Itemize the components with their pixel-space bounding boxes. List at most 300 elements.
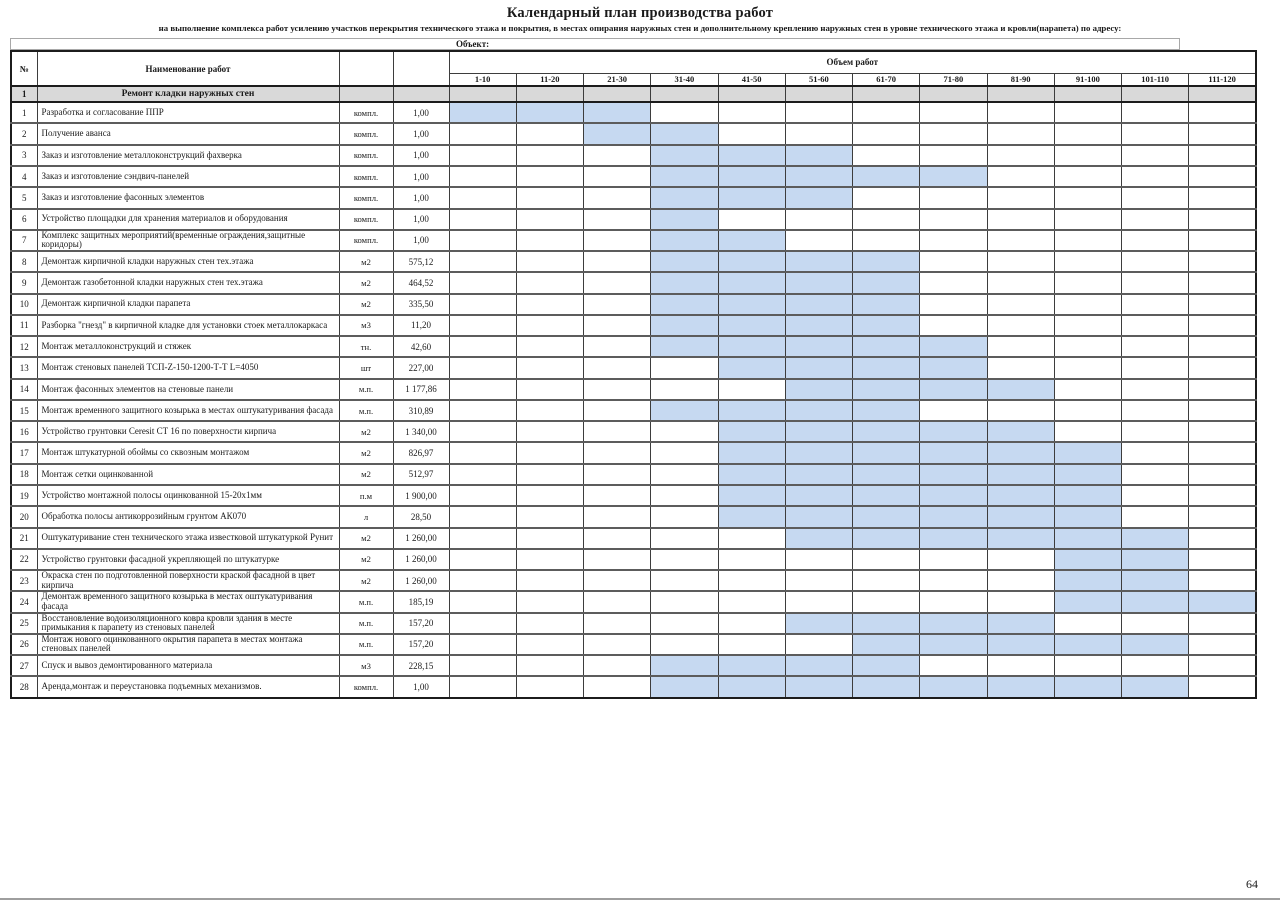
gantt-cell	[718, 102, 785, 123]
table-row	[11, 123, 1256, 144]
gantt-bar-cell	[853, 613, 920, 634]
unit-cell: м2	[339, 549, 393, 570]
gantt-bar-cell	[1054, 485, 1121, 506]
gantt-cell	[920, 294, 987, 315]
gantt-bar-cell	[920, 421, 987, 442]
unit-cell: м2	[339, 294, 393, 315]
table-row	[11, 209, 1256, 230]
gantt-cell	[987, 336, 1054, 357]
row-number: 8	[11, 251, 37, 272]
gantt-bar-cell	[1054, 676, 1121, 698]
row-number: 28	[11, 676, 37, 698]
gantt-cell	[651, 613, 718, 634]
table-row	[11, 379, 1256, 400]
gantt-bar-cell	[1122, 591, 1189, 612]
gantt-bar-cell	[785, 357, 852, 378]
gantt-bar-cell	[651, 336, 718, 357]
gantt-cell	[1054, 166, 1121, 187]
group-gantt-cell	[920, 86, 987, 102]
gantt-cell	[516, 549, 583, 570]
gantt-cell	[1054, 400, 1121, 421]
gantt-cell	[1122, 336, 1189, 357]
gantt-cell	[449, 251, 516, 272]
gantt-cell	[1189, 357, 1256, 378]
gantt-cell	[987, 272, 1054, 293]
gantt-cell	[584, 591, 651, 612]
unit-cell: л	[339, 506, 393, 527]
gantt-cell	[449, 421, 516, 442]
gantt-bar-cell	[718, 506, 785, 527]
gantt-cell	[1122, 613, 1189, 634]
gantt-bar-cell	[920, 442, 987, 463]
gantt-bar-cell	[651, 187, 718, 208]
gantt-cell	[920, 315, 987, 336]
gantt-cell	[718, 123, 785, 144]
gantt-cell	[516, 209, 583, 230]
gantt-cell	[987, 315, 1054, 336]
gantt-cell	[1189, 145, 1256, 166]
unit-cell: м.п.	[339, 613, 393, 634]
work-name: Монтаж сетки оцинкованной	[37, 464, 339, 485]
period-header: 91-100	[1054, 73, 1121, 86]
quantity-cell: 1,00	[393, 187, 449, 208]
work-name: Монтаж фасонных элементов на стеновые панели	[37, 379, 339, 400]
gantt-cell	[449, 506, 516, 527]
gantt-bar-cell	[987, 506, 1054, 527]
gantt-cell	[516, 570, 583, 591]
table-row	[11, 315, 1256, 336]
group-gantt-cell	[718, 86, 785, 102]
gantt-cell	[1189, 634, 1256, 655]
table-row	[11, 570, 1256, 591]
row-number: 3	[11, 145, 37, 166]
gantt-cell	[853, 549, 920, 570]
gantt-cell	[853, 145, 920, 166]
unit-cell: компл.	[339, 230, 393, 251]
gantt-bar-cell	[853, 464, 920, 485]
gantt-cell	[449, 272, 516, 293]
gantt-cell	[516, 421, 583, 442]
group-gantt-cell	[987, 86, 1054, 102]
work-name: Демонтаж временного защитного козырька в местах оштукатуривания фасада	[37, 591, 339, 612]
gantt-cell	[651, 570, 718, 591]
gantt-bar-cell	[718, 655, 785, 676]
gantt-cell	[920, 187, 987, 208]
gantt-cell	[718, 549, 785, 570]
gantt-bar-cell	[785, 506, 852, 527]
gantt-cell	[1189, 187, 1256, 208]
period-header: 111-120	[1189, 73, 1256, 86]
gantt-cell	[1122, 294, 1189, 315]
gantt-bar-cell	[1054, 591, 1121, 612]
gantt-cell	[584, 315, 651, 336]
gantt-bar-cell	[516, 102, 583, 123]
gantt-bar-cell	[853, 528, 920, 549]
group-gantt-cell	[785, 86, 852, 102]
gantt-cell	[584, 230, 651, 251]
gantt-bar-cell	[987, 613, 1054, 634]
gantt-bar-cell	[853, 379, 920, 400]
gantt-bar-cell	[785, 251, 852, 272]
unit-cell: м2	[339, 442, 393, 463]
unit-cell: компл.	[339, 676, 393, 698]
group-gantt-cell	[1122, 86, 1189, 102]
gantt-cell	[785, 102, 852, 123]
gantt-cell	[987, 123, 1054, 144]
gantt-cell	[516, 166, 583, 187]
gantt-cell	[584, 209, 651, 230]
gantt-bar-cell	[718, 251, 785, 272]
gantt-bar-cell	[718, 400, 785, 421]
gantt-bar-cell	[1122, 570, 1189, 591]
row-number: 6	[11, 209, 37, 230]
gantt-cell	[987, 591, 1054, 612]
gantt-cell	[1122, 187, 1189, 208]
gantt-cell	[651, 549, 718, 570]
gantt-cell	[449, 187, 516, 208]
gantt-cell	[449, 528, 516, 549]
quantity-cell: 228,15	[393, 655, 449, 676]
gantt-cell	[1054, 315, 1121, 336]
gantt-cell	[584, 485, 651, 506]
table-row	[11, 655, 1256, 676]
gantt-bar-cell	[853, 400, 920, 421]
table-row	[11, 336, 1256, 357]
work-name: Обработка полосы антикоррозийным грунтом АК070	[37, 506, 339, 527]
gantt-cell	[1122, 421, 1189, 442]
gantt-cell	[651, 506, 718, 527]
gantt-cell	[718, 379, 785, 400]
quantity-cell: 310,89	[393, 400, 449, 421]
gantt-cell	[920, 102, 987, 123]
gantt-cell	[987, 357, 1054, 378]
gantt-bar-cell	[1054, 464, 1121, 485]
gantt-cell	[1189, 315, 1256, 336]
gantt-cell	[1122, 230, 1189, 251]
gantt-bar-cell	[1189, 591, 1256, 612]
row-number: 14	[11, 379, 37, 400]
gantt-cell	[584, 655, 651, 676]
work-name: Устройство площадки для хранения материалов и оборудования	[37, 209, 339, 230]
gantt-bar-cell	[785, 145, 852, 166]
gantt-cell	[987, 570, 1054, 591]
gantt-bar-cell	[785, 400, 852, 421]
gantt-cell	[584, 570, 651, 591]
gantt-cell	[584, 400, 651, 421]
gantt-cell	[1122, 506, 1189, 527]
gantt-cell	[987, 400, 1054, 421]
row-number: 22	[11, 549, 37, 570]
unit-cell: шт	[339, 357, 393, 378]
gantt-cell	[920, 549, 987, 570]
table-row	[11, 421, 1256, 442]
work-name: Устройство грунтовки Ceresit СТ 16 по поверхности кирпича	[37, 421, 339, 442]
gantt-bar-cell	[785, 336, 852, 357]
gantt-bar-cell	[853, 676, 920, 698]
schedule-table	[10, 50, 1257, 699]
col-header-volume-group: Объем работ	[449, 51, 1256, 73]
gantt-cell	[516, 528, 583, 549]
col-header-qty	[393, 51, 449, 86]
gantt-cell	[1054, 655, 1121, 676]
gantt-bar-cell	[718, 145, 785, 166]
quantity-cell: 227,00	[393, 357, 449, 378]
gantt-cell	[853, 230, 920, 251]
work-name: Заказ и изготовление сэндвич-панелей	[37, 166, 339, 187]
gantt-cell	[920, 591, 987, 612]
gantt-bar-cell	[651, 676, 718, 698]
gantt-cell	[449, 315, 516, 336]
gantt-cell	[718, 591, 785, 612]
period-header: 101-110	[1122, 73, 1189, 86]
gantt-cell	[1189, 251, 1256, 272]
gantt-cell	[1189, 272, 1256, 293]
row-number: 5	[11, 187, 37, 208]
gantt-bar-cell	[987, 634, 1054, 655]
period-header: 61-70	[853, 73, 920, 86]
table-row	[11, 506, 1256, 527]
quantity-cell: 11,20	[393, 315, 449, 336]
col-header-unit	[339, 51, 393, 86]
table-row	[11, 166, 1256, 187]
group-row	[11, 86, 1256, 102]
work-name: Устройство грунтовки фасадной укрепляющей по штукатурке	[37, 549, 339, 570]
gantt-bar-cell	[718, 294, 785, 315]
work-name: Восстановление водоизоляционного ковра кровли здания в месте примыкания к парапету из стеновых панелей	[37, 613, 339, 634]
gantt-bar-cell	[651, 400, 718, 421]
unit-cell: м2	[339, 570, 393, 591]
gantt-cell	[920, 570, 987, 591]
gantt-cell	[516, 315, 583, 336]
gantt-cell	[987, 251, 1054, 272]
row-number: 24	[11, 591, 37, 612]
gantt-bar-cell	[853, 421, 920, 442]
gantt-cell	[449, 209, 516, 230]
table-row	[11, 357, 1256, 378]
work-name: Монтаж нового оцинкованного окрытия парапета в местах монтажа стеновых панелей	[37, 634, 339, 655]
gantt-cell	[1122, 485, 1189, 506]
quantity-cell: 1,00	[393, 230, 449, 251]
gantt-cell	[1189, 613, 1256, 634]
work-name: Аренда,монтаж и переустановка подъемных механизмов.	[37, 676, 339, 698]
gantt-cell	[987, 294, 1054, 315]
gantt-cell	[1189, 336, 1256, 357]
gantt-bar-cell	[1122, 528, 1189, 549]
table-row	[11, 549, 1256, 570]
gantt-cell	[1189, 294, 1256, 315]
gantt-cell	[853, 570, 920, 591]
work-name: Демонтаж кирпичной кладки наружных стен тех.этажа	[37, 251, 339, 272]
unit-cell: компл.	[339, 145, 393, 166]
gantt-cell	[920, 209, 987, 230]
gantt-bar-cell	[987, 485, 1054, 506]
gantt-cell	[449, 123, 516, 144]
gantt-bar-cell	[651, 123, 718, 144]
group-gantt-cell	[584, 86, 651, 102]
gantt-cell	[853, 102, 920, 123]
gantt-cell	[1189, 209, 1256, 230]
gantt-cell	[785, 634, 852, 655]
page-subtitle: на выполнение комплекса работ усилению участков перекрытия технического этажа и покрытия, в местах опирания наружных стен и дополнительному креплению наружных стен в уровне технического этажа и кровли(парапета) по адресу:	[158, 23, 1122, 33]
row-number: 16	[11, 421, 37, 442]
table-row	[11, 634, 1256, 655]
gantt-cell	[785, 570, 852, 591]
gantt-cell	[1189, 570, 1256, 591]
gantt-cell	[1122, 655, 1189, 676]
gantt-bar-cell	[920, 506, 987, 527]
table-row	[11, 145, 1256, 166]
quantity-cell: 1,00	[393, 102, 449, 123]
gantt-cell	[718, 613, 785, 634]
gantt-cell	[1189, 379, 1256, 400]
gantt-cell	[987, 549, 1054, 570]
gantt-bar-cell	[920, 485, 987, 506]
gantt-cell	[1054, 357, 1121, 378]
table-row	[11, 251, 1256, 272]
gantt-cell	[651, 421, 718, 442]
row-number: 11	[11, 315, 37, 336]
unit-cell: м.п.	[339, 634, 393, 655]
gantt-bar-cell	[1054, 442, 1121, 463]
quantity-cell: 42,60	[393, 336, 449, 357]
gantt-cell	[1122, 464, 1189, 485]
quantity-cell: 1,00	[393, 676, 449, 698]
unit-cell: м2	[339, 251, 393, 272]
quantity-cell: 185,19	[393, 591, 449, 612]
period-header: 41-50	[718, 73, 785, 86]
gantt-cell	[1189, 230, 1256, 251]
gantt-bar-cell	[718, 272, 785, 293]
gantt-cell	[1054, 613, 1121, 634]
gantt-cell	[584, 357, 651, 378]
gantt-bar-cell	[1122, 634, 1189, 655]
work-name: Окраска стен по подготовленной поверхности краской фасадной в цвет кирпича	[37, 570, 339, 591]
gantt-cell	[584, 676, 651, 698]
table-row	[11, 676, 1256, 698]
group-gantt-cell	[449, 86, 516, 102]
gantt-cell	[449, 676, 516, 698]
gantt-bar-cell	[987, 442, 1054, 463]
table-row	[11, 187, 1256, 208]
gantt-cell	[920, 230, 987, 251]
work-name: Демонтаж газобетонной кладки наружных стен тех.этажа	[37, 272, 339, 293]
gantt-bar-cell	[651, 145, 718, 166]
gantt-cell	[516, 357, 583, 378]
unit-cell: компл.	[339, 209, 393, 230]
gantt-bar-cell	[785, 294, 852, 315]
gantt-cell	[987, 209, 1054, 230]
gantt-cell	[651, 634, 718, 655]
gantt-cell	[449, 294, 516, 315]
gantt-cell	[920, 145, 987, 166]
table-row	[11, 294, 1256, 315]
gantt-cell	[651, 379, 718, 400]
gantt-cell	[1054, 145, 1121, 166]
page-title: Календарный план производства работ	[506, 5, 774, 21]
quantity-cell: 1 260,00	[393, 528, 449, 549]
quantity-cell: 1,00	[393, 145, 449, 166]
gantt-cell	[516, 613, 583, 634]
gantt-cell	[1189, 421, 1256, 442]
row-number: 4	[11, 166, 37, 187]
gantt-cell	[1122, 123, 1189, 144]
unit-cell: м.п.	[339, 400, 393, 421]
gantt-cell	[920, 123, 987, 144]
gantt-bar-cell	[449, 102, 516, 123]
work-name: Монтаж штукатурной обоймы со сквозным монтажом	[37, 442, 339, 463]
period-header: 31-40	[651, 73, 718, 86]
unit-cell: п.м	[339, 485, 393, 506]
gantt-bar-cell	[920, 166, 987, 187]
gantt-cell	[1054, 336, 1121, 357]
gantt-cell	[449, 485, 516, 506]
gantt-cell	[1122, 442, 1189, 463]
gantt-bar-cell	[785, 485, 852, 506]
gantt-bar-cell	[651, 251, 718, 272]
gantt-bar-cell	[651, 272, 718, 293]
gantt-bar-cell	[853, 315, 920, 336]
gantt-cell	[516, 506, 583, 527]
gantt-bar-cell	[920, 357, 987, 378]
gantt-cell	[1054, 102, 1121, 123]
gantt-bar-cell	[920, 336, 987, 357]
gantt-cell	[449, 549, 516, 570]
gantt-cell	[449, 166, 516, 187]
gantt-cell	[1122, 102, 1189, 123]
gantt-cell	[785, 123, 852, 144]
gantt-cell	[651, 485, 718, 506]
gantt-bar-cell	[1054, 549, 1121, 570]
row-number: 18	[11, 464, 37, 485]
gantt-bar-cell	[718, 166, 785, 187]
work-name: Разборка "гнезд" в кирпичной кладке для установки стоек металлокаркаса	[37, 315, 339, 336]
gantt-cell	[987, 655, 1054, 676]
unit-cell: м2	[339, 272, 393, 293]
gantt-cell	[516, 676, 583, 698]
row-number: 25	[11, 613, 37, 634]
gantt-bar-cell	[584, 102, 651, 123]
gantt-bar-cell	[987, 528, 1054, 549]
gantt-bar-cell	[853, 357, 920, 378]
table-row	[11, 442, 1256, 463]
row-number: 17	[11, 442, 37, 463]
gantt-cell	[1054, 294, 1121, 315]
gantt-cell	[1189, 102, 1256, 123]
work-name: Демонтаж кирпичной кладки парапета	[37, 294, 339, 315]
quantity-cell: 157,20	[393, 613, 449, 634]
header-row-top	[11, 51, 1256, 73]
gantt-cell	[584, 442, 651, 463]
gantt-cell	[449, 400, 516, 421]
quantity-cell: 28,50	[393, 506, 449, 527]
gantt-cell	[1054, 251, 1121, 272]
gantt-cell	[449, 230, 516, 251]
gantt-cell	[1122, 251, 1189, 272]
gantt-bar-cell	[718, 421, 785, 442]
table-row	[11, 230, 1256, 251]
gantt-cell	[584, 336, 651, 357]
gantt-bar-cell	[853, 272, 920, 293]
gantt-cell	[1189, 655, 1256, 676]
gantt-bar-cell	[651, 230, 718, 251]
gantt-cell	[920, 251, 987, 272]
gantt-cell	[516, 145, 583, 166]
gantt-cell	[1189, 123, 1256, 144]
unit-cell: м2	[339, 528, 393, 549]
gantt-cell	[516, 591, 583, 612]
period-header: 51-60	[785, 73, 852, 86]
gantt-bar-cell	[853, 294, 920, 315]
